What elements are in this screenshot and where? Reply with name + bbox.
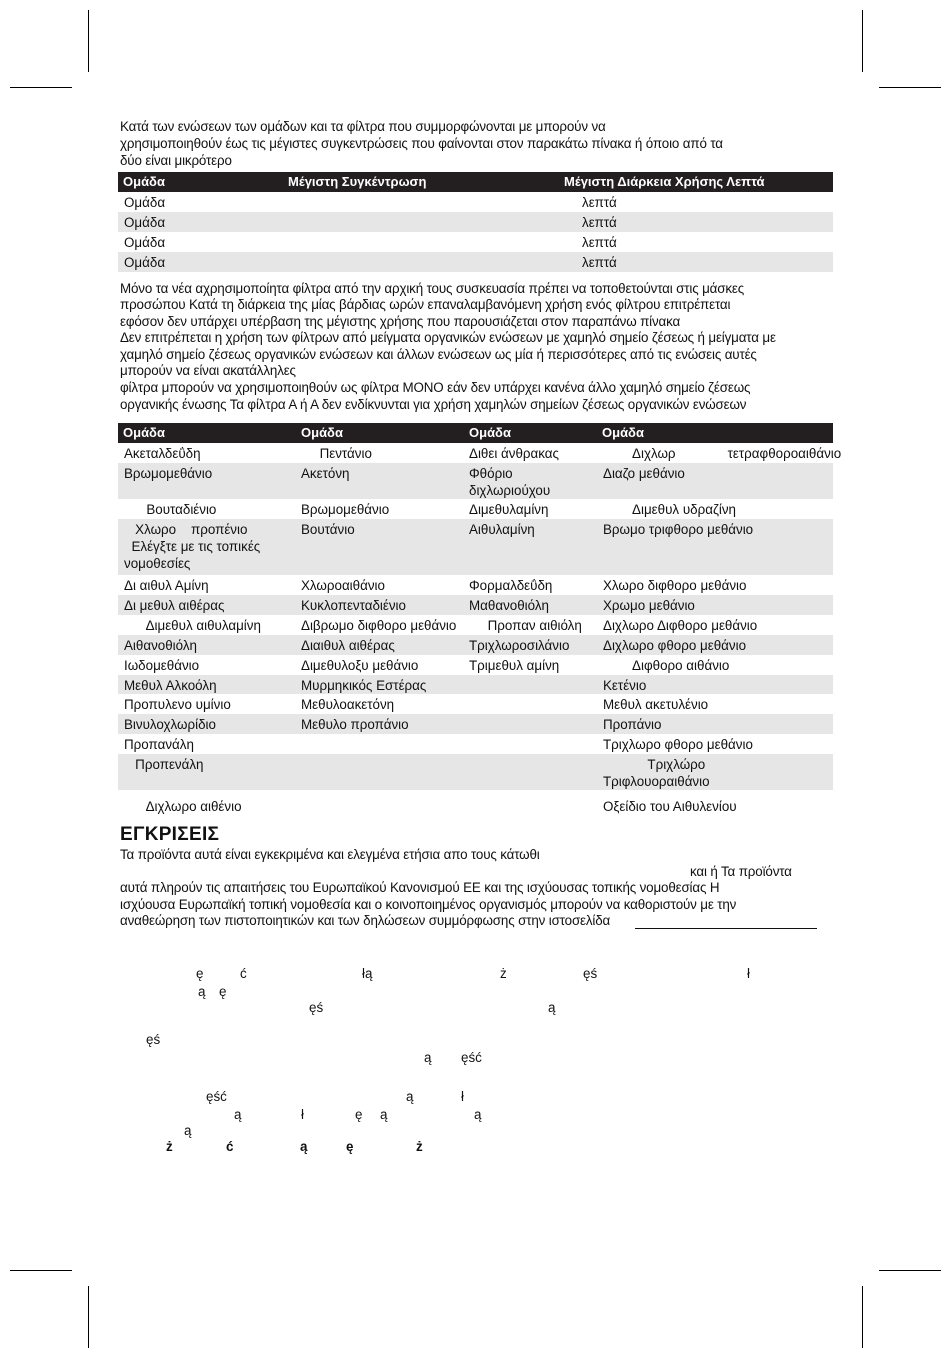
table-cell: λεπτά: [582, 255, 617, 270]
text-fragment: ć: [226, 1139, 234, 1154]
table-cell: Διφθορο αιθάνιο: [603, 658, 730, 673]
compounds-table: [118, 423, 842, 816]
body-line: φίλτρα μπορούν να χρησιμοποιηθούν ως φίλτρα ΜΟΝΟ εάν δεν υπάρχει κανένα άλλο χαμηλό σημείο ζέσεως: [120, 380, 751, 395]
text-fragment: ł: [747, 966, 750, 981]
table-cell: Χλωρο διφθορο μεθάνιο: [603, 578, 747, 593]
table-row: [118, 734, 833, 754]
text-fragment: ęść: [461, 1050, 482, 1065]
column-header: Ομάδα: [123, 174, 165, 189]
table-row: [118, 575, 833, 595]
text-fragment: ę: [219, 984, 227, 999]
table-row: [118, 790, 833, 816]
body-line: Δεν επιτρέπεται η χρήση των φίλτρων από μείγματα οργανικών ενώσεων με χαμηλό σημείο ζέσεως ή μείγματα με: [120, 330, 776, 345]
intro-line: Κατά των ενώσεων των ομάδων και τα φίλτρα που συμμορφώνονται με μπορούν να: [120, 119, 606, 134]
text-fragment: ę: [355, 1107, 363, 1122]
table-cell: Ακετόνη: [301, 466, 350, 481]
column-header: Μέγιστη Συγκέντρωση: [288, 174, 427, 189]
column-header: Ομάδα: [301, 425, 343, 440]
table-cell: Αιθανοθιόλη: [124, 638, 197, 653]
table-cell: Πεντάνιο: [301, 446, 372, 461]
text-fragment: ą: [474, 1107, 482, 1122]
crop-mark: [879, 87, 941, 88]
text-fragment: ęś: [583, 966, 598, 981]
crop-mark: [10, 1270, 72, 1271]
table-cell: Μαθανοθιόλη: [469, 598, 549, 613]
table-cell: Μεθυλ ακετυλένιο: [603, 697, 709, 712]
table-row: [118, 694, 833, 714]
crop-mark: [862, 10, 863, 72]
text-fragment: ż: [166, 1139, 173, 1154]
column-header: Μέγιστη Διάρκεια Χρήσης Λεπτά: [564, 174, 765, 189]
text-fragment: ą: [424, 1050, 432, 1065]
table-cell: Τριμεθυλ αμίνη: [469, 658, 560, 673]
body-line: Μόνο τα νέα αχρησιμοποίητα φίλτρα από την αρχική τους συσκευασία πρέπει να τοποθετούνται στις μάσκες: [120, 281, 745, 296]
approvals-line: αυτά πληρούν τις απαιτήσεις του Ευρωπαϊκού Κανονισμού ΕΕ και της ισχύουσας τοπικής νομοθεσίας Η: [120, 880, 720, 895]
body-line: εφόσον δεν υπάρχει υπέρβαση της μέγιστης χρήσης που παρουσιάζεται στον παραπάνω πίνακα: [120, 314, 681, 329]
text-fragment: ą: [406, 1089, 414, 1104]
table-cell: Φθόριο διχλωριούχου: [469, 466, 551, 498]
table-row: [118, 499, 833, 519]
table-cell: λεπτά: [582, 195, 617, 210]
table-cell: Ομάδα: [124, 255, 166, 270]
text-fragment: ą: [198, 984, 206, 999]
table-row: [118, 595, 833, 615]
text-fragment: ęść: [206, 1089, 227, 1104]
table-cell: Προπενάλη: [124, 757, 204, 772]
crop-mark: [879, 1270, 941, 1271]
table-cell: Βρωμο τριφθορο μεθάνιο: [603, 522, 754, 537]
table-cell: Διμεθυλοξυ μεθάνιο: [301, 658, 419, 673]
approvals-line: και ή Τα προϊόντα: [690, 864, 792, 879]
table-cell: Μυρμηκικός Εστέρας: [301, 678, 427, 693]
text-fragment: ą: [184, 1123, 192, 1138]
table-cell: Διαζο μεθάνιο: [603, 466, 685, 481]
table-row: [118, 635, 833, 655]
column-header: Ομάδα: [469, 425, 511, 440]
table-cell: Βουταδιένιο: [124, 502, 217, 517]
table-cell: Αιθυλαμίνη: [469, 522, 535, 537]
table-cell: Ιωδομεθάνιο: [124, 658, 200, 673]
crop-mark: [88, 10, 89, 72]
table-cell: Τριχλώρο Τριφλουοραιθάνιο: [603, 757, 710, 789]
table-cell: Διθει άνθρακας: [469, 446, 560, 461]
table-cell: Προπαν αιθιόλη: [469, 618, 582, 633]
table-row: [118, 252, 833, 272]
column-header: Ομάδα: [123, 425, 165, 440]
table-row: [118, 443, 842, 463]
approvals-line: αναθεώρηση των πιστοποιητικών και των δηλώσεων συμμόρφωσης στην ιστοσελίδα: [120, 913, 611, 928]
approvals-line: Τα προϊόντα αυτά είναι εγκεκριμένα και ελεγμένα ετήσια απο τους κάτωθι: [120, 847, 540, 862]
table-row: [118, 232, 833, 252]
text-fragment: ą: [300, 1139, 308, 1154]
text-fragment: ęś: [309, 1000, 324, 1015]
body-line: προσώπου Κατά τη διάρκεια της μίας βάρδιας ωρών επαναλαμβανόμενη χρήση ενός φίλτρου επιτρέπεται: [120, 297, 731, 312]
crop-mark: [88, 1286, 89, 1348]
table-row: [118, 714, 833, 734]
table-row: [118, 192, 833, 212]
table-cell: Προπανάλη: [124, 737, 194, 752]
text-fragment: ż: [500, 966, 507, 981]
table-cell: Ομάδα: [124, 195, 166, 210]
table-cell: Διχλωρο αιθένιο: [124, 799, 242, 814]
crop-mark: [862, 1286, 863, 1348]
table-row: [118, 655, 833, 675]
approvals-heading: ΕΓΚΡΙΣΕΙΣ: [120, 824, 220, 845]
table-cell: Προπάνιο: [603, 717, 662, 732]
table-row: [118, 615, 833, 635]
compounds-table-header: [118, 423, 833, 443]
limits-table-header: [118, 172, 833, 192]
table-cell: Διμεθυλαμίνη: [469, 502, 549, 517]
text-fragment: ę: [346, 1139, 354, 1154]
text-fragment: ł: [301, 1107, 304, 1122]
table-cell: Μεθυλο προπάνιο: [301, 717, 409, 732]
table-cell: Ομάδα: [124, 215, 166, 230]
table-cell: Κετένιο: [603, 678, 647, 693]
table-row: [118, 463, 833, 499]
table-cell: Δι μεθυλ αιθέρας: [124, 598, 225, 613]
crop-mark: [10, 87, 72, 88]
table-cell: Διχλωρο Διφθορο μεθάνιο: [603, 618, 758, 633]
table-cell: Χρωμο μεθάνιο: [603, 598, 695, 613]
table-cell: Διαιθυλ αιθέρας: [301, 638, 395, 653]
table-cell: Προπυλενο υμίνιο: [124, 697, 231, 712]
table-cell: Τριχλωροσιλάνιο: [469, 638, 570, 653]
text-fragment: ą: [380, 1107, 388, 1122]
table-cell: Διμεθυλ υδραζίνη: [603, 502, 736, 517]
table-cell: Οξείδιο του Αιθυλενίου: [603, 799, 737, 814]
body-line: μπορούν να είναι ακατάλληλες: [120, 363, 296, 378]
website-underline: [635, 928, 817, 929]
table-cell: Φορμαλδεΰδη: [469, 578, 553, 593]
text-fragment: ł: [461, 1089, 464, 1104]
body-line: οργανικής ένωσης Τα φίλτρα Α ή Α δεν ενδίκνυνται για χρήση χαμηλών σημείων ζέσεως οργανικών ενώσεων: [120, 397, 747, 412]
limits-table: [118, 172, 833, 272]
text-fragment: ż: [416, 1139, 423, 1154]
table-cell: Μεθυλ Αλκοόλη: [124, 678, 217, 693]
table-row: [118, 212, 833, 232]
text-fragment: ć: [240, 966, 247, 981]
table-cell: Βουτάνιο: [301, 522, 355, 537]
table-cell: Βρωμομεθάνιο: [124, 466, 213, 481]
table-cell: Μεθυλοακετόνη: [301, 697, 395, 712]
table-cell: Διχλωρο φθορο μεθάνιο: [603, 638, 747, 653]
table-cell: Τριχλωρο φθορο μεθάνιο: [603, 737, 753, 752]
intro-line: χρησιμοποιηθούν έως τις μέγιστες συγκεντρώσεις που φαίνονται στον παρακάτω πίνακα ή όποιο από τα: [120, 136, 723, 151]
table-cell: Βρωμομεθάνιο: [301, 502, 390, 517]
table-cell: Διχλωρ τετραφθοροαιθάνιο: [603, 446, 842, 461]
table-cell: Χλωροαιθάνιο: [301, 578, 385, 593]
table-row: [118, 519, 833, 575]
approvals-line: ισχύουσα Ευρωπαϊκή τοπική νομοθεσία και ο κοινοποιημένος οργανισμός μπορούν να καθοριστούν με την: [120, 897, 737, 912]
table-cell: Κυκλοπενταδιένιο: [301, 598, 406, 613]
table-cell: Ακεταλδεΰδη: [124, 446, 201, 461]
table-cell: λεπτά: [582, 215, 617, 230]
table-row: [118, 675, 833, 694]
text-fragment: ą: [234, 1107, 242, 1122]
text-fragment: ę: [196, 966, 204, 981]
table-cell: λεπτά: [582, 235, 617, 250]
body-line: χαμηλό σημείο ζέσεως οργανικών ενώσεων και άλλων ενώσεων ως μία ή περισσότερες από τις ενώσεις αυτές: [120, 347, 757, 362]
table-row: [118, 754, 833, 790]
table-cell: Ομάδα: [124, 235, 166, 250]
text-fragment: ą: [548, 1000, 556, 1015]
table-cell: Διμεθυλ αιθυλαμίνη: [124, 618, 261, 633]
text-fragment: ęś: [146, 1032, 161, 1047]
column-header: Ομάδα: [602, 425, 644, 440]
intro-line: δύο είναι μικρότερο: [120, 153, 232, 168]
table-cell: Χλωρο προπένιο Ελέγξτε με τις τοπικές νομοθεσίες: [124, 522, 261, 571]
text-fragment: łą: [362, 966, 373, 981]
table-cell: Δι αιθυλ Αμίνη: [124, 578, 209, 593]
table-cell: Βινυλοχλωρίδιο: [124, 717, 216, 732]
table-cell: Διβρωμο διφθορο μεθάνιο: [301, 618, 457, 633]
